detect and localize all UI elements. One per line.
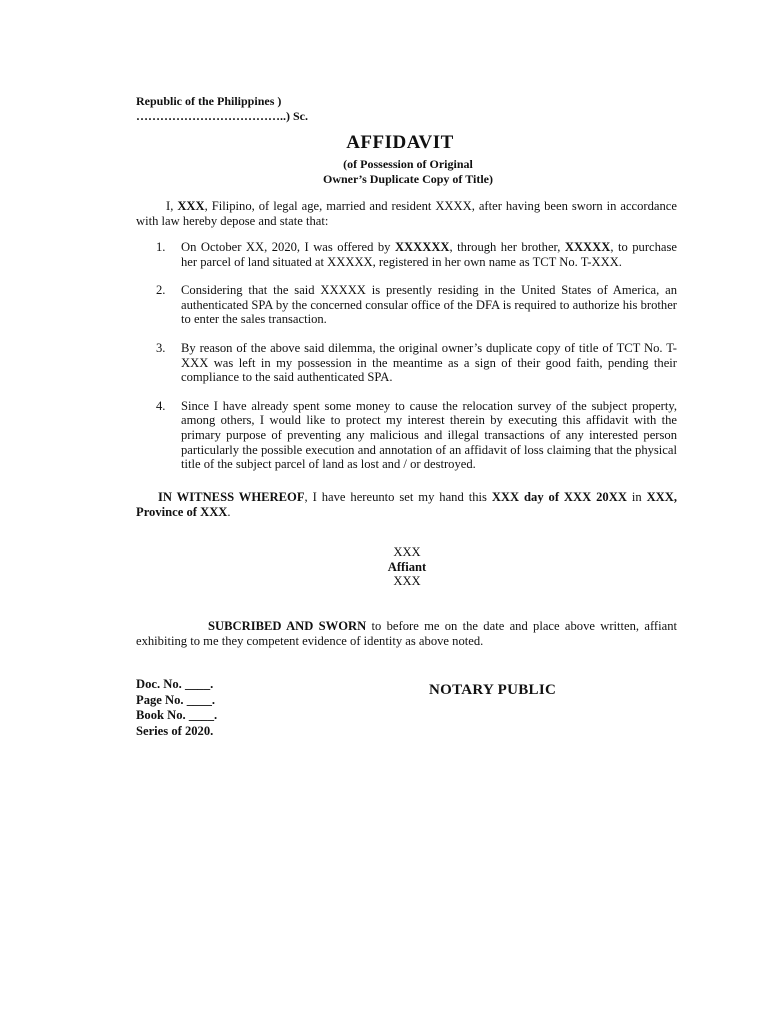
subtitle-line-1: (of Possession of Original <box>343 157 473 171</box>
affiant-id: XXX <box>393 574 421 589</box>
statement-item <box>136 283 677 327</box>
statement-text: XXXXXX <box>394 240 450 254</box>
jurat-rest: to before me on the date and place above written, affiant exhibiting to me they competent evidence of identity as above noted. <box>136 619 677 648</box>
intro-paragraph <box>136 199 677 228</box>
doc-no: Doc. No. ____. <box>136 677 214 691</box>
statement-number: 4. <box>156 398 166 413</box>
statement-item <box>136 399 677 472</box>
venue-block <box>136 94 308 124</box>
document-subtitle <box>0 157 768 187</box>
statement-number: 2. <box>156 283 166 298</box>
book-no: Book No. ____. <box>136 708 218 722</box>
witness-lead: IN WITNESS WHEREOF <box>158 490 305 504</box>
affiant-label: Affiant <box>387 559 427 574</box>
statement-list <box>136 240 677 486</box>
document-title: AFFIDAVIT <box>346 132 454 153</box>
subtitle-line-2: Owner’s Duplicate Copy of Title) <box>323 172 493 186</box>
statement-text: Since I have already spent some money to cause the relocation survey of the subject property, among others, I would like to protect my interest therein by executing this affidavit with the primary purpose of preventing any malicious and illegal transactions of any interested person particularly the possible execution and annotation of an affidavit of loss claiming that the physical title of the subject parcel of land as lost and / or destroyed. <box>181 398 677 472</box>
affiant-name: XXX <box>393 545 421 559</box>
witness-in: in <box>626 490 647 504</box>
witness-place: XXX, Province of XXX <box>136 490 677 519</box>
statement-number: 1. <box>156 240 166 254</box>
statement-number: 3. <box>156 340 166 355</box>
witness-end: . <box>227 504 231 519</box>
notarial-register-block <box>136 677 217 739</box>
affiant-signature-block <box>0 545 768 589</box>
statement-text: By reason of the above said dilemma, the original owner’s duplicate copy of title of TCT No. T-XXX was left in my possession in the meantime as a sign of their good faith, pending their compliance to the said authenticated SPA. <box>181 340 677 385</box>
venue-country: Republic of the Philippines ) <box>136 94 282 108</box>
statement-text: XXXXX <box>564 240 611 254</box>
jurat-lead: SUBCRIBED AND SWORN <box>208 619 367 633</box>
notary-public-title: NOTARY PUBLIC <box>429 682 557 698</box>
statement-item <box>136 341 677 385</box>
statement-text: On October XX, 2020, I was offered by <box>181 240 395 254</box>
intro-pre: I, <box>166 199 178 213</box>
statement-text: Considering that the said XXXXX is presently residing in the United States of America, an authenticated SPA by the concerned consular office of the DFA is required to authorize his brother to enter the sales transaction. <box>181 283 677 327</box>
statement-text: , through her brother, <box>449 240 565 254</box>
statement-item <box>136 240 677 269</box>
page-no: Page No. ____. <box>136 692 216 707</box>
statement-text: , to purchase her parcel of land situated at XXXXX, registered in her own name as TCT No. T-XXX. <box>181 240 677 269</box>
witness-date: XXX day of XXX 20XX <box>491 490 627 504</box>
intro-rest: , Filipino, of legal age, married and resident XXXX, after having been sworn in accordance with law hereby depose and state that: <box>136 199 677 228</box>
witness-paragraph <box>136 490 677 519</box>
witness-mid: , I have hereunto set my hand this <box>304 490 492 504</box>
affiant-name-inline: XXX <box>177 199 205 213</box>
venue-city: ………………………………..) Sc. <box>136 109 308 123</box>
jurat-paragraph <box>136 619 677 648</box>
series-year: Series of 2020. <box>136 723 214 738</box>
